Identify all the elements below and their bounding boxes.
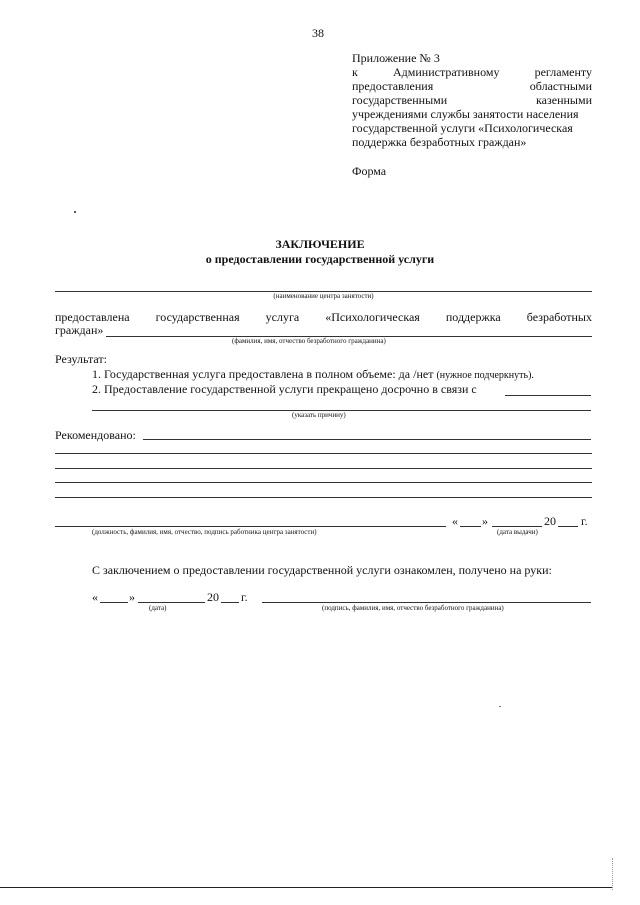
result-item-2: 2. Предоставление государственной услуги прекращено досрочно в связи с	[92, 382, 477, 396]
form-label: Форма	[352, 164, 387, 178]
provided-line-2: граждан»	[55, 323, 104, 337]
appendix-word: казенными	[536, 93, 592, 107]
issue-year-suffix: г.	[581, 514, 588, 528]
acknowledgement-text: С заключением о предоставлении государственной услуги ознакомлен, получено на руки:	[92, 563, 552, 577]
ack-year-line[interactable]	[221, 602, 239, 603]
page-number: 38	[312, 26, 324, 40]
appendix-word: Административному	[392, 65, 500, 79]
issue-year-line[interactable]	[558, 526, 578, 527]
result-label: Результат:	[55, 352, 107, 366]
provided-word: «Психологическая	[325, 310, 420, 324]
early-termination-line[interactable]	[505, 395, 591, 396]
recommended-line-1[interactable]	[143, 439, 591, 440]
issue-day-line[interactable]	[460, 526, 481, 527]
recommended-line-2[interactable]	[55, 453, 592, 454]
appendix-word: областными	[529, 79, 592, 93]
center-name-caption: (наименование центра занятости)	[273, 292, 374, 300]
ack-signature-caption: (подпись, фамилия, имя, отчество безработного гражданина)	[322, 604, 504, 612]
ack-month-line[interactable]	[138, 602, 205, 603]
appendix-line-3	[352, 93, 592, 107]
provided-word: государственная	[155, 310, 240, 324]
employee-signature-line[interactable]	[55, 526, 446, 527]
recommended-line-3[interactable]	[55, 468, 592, 469]
provided-word: предоставлена	[55, 310, 130, 324]
appendix-word: предоставления	[352, 79, 434, 93]
citizen-name-caption: (фамилия, имя, отчество безработного гражданина)	[232, 337, 386, 345]
ack-year-suffix: г.	[241, 590, 248, 604]
issue-date-open-quote: «	[452, 514, 458, 528]
recommended-line-4[interactable]	[55, 482, 592, 483]
document-title: ЗАКЛЮЧЕНИЕ	[275, 237, 365, 251]
issue-month-line[interactable]	[492, 526, 542, 527]
ack-year-prefix: 20	[207, 590, 219, 604]
issue-date-caption: (дата выдачи)	[497, 528, 538, 536]
ack-date-caption: (дата)	[149, 604, 167, 612]
ack-date-open-quote: «	[92, 590, 98, 604]
result-item-1-note: (нужное подчеркнуть).	[436, 370, 534, 381]
ack-signature-line[interactable]	[262, 602, 591, 603]
document-subtitle: о предоставлении государственной услуги	[205, 252, 435, 266]
ack-date-close-quote: »	[129, 590, 135, 604]
result-item-1-text: 1. Государственная услуга предоставлена в полном объеме: да /нет	[92, 367, 434, 381]
ack-day-line[interactable]	[100, 602, 128, 603]
appendix-word: к	[352, 65, 358, 79]
appendix-title: Приложение № 3	[352, 51, 440, 65]
issue-date-close-quote: »	[482, 514, 488, 528]
appendix-block	[352, 51, 592, 149]
provided-word: поддержка	[445, 310, 501, 324]
result-item-1	[92, 367, 534, 383]
scan-dot	[74, 211, 76, 213]
appendix-word: государственными	[352, 93, 448, 107]
recommended-label: Рекомендовано:	[55, 428, 136, 442]
provided-word: услуга	[265, 310, 300, 324]
appendix-line-2	[352, 79, 592, 93]
employee-signature-caption: (должность, фамилия, имя, отчество, подпись работника центра занятости)	[92, 528, 317, 536]
scan-speck	[499, 706, 501, 707]
provided-line-1	[55, 310, 592, 324]
right-scan-edge	[612, 858, 613, 890]
provided-word: безработных	[526, 310, 592, 324]
issue-year-prefix: 20	[544, 514, 556, 528]
recommended-line-5[interactable]	[55, 497, 592, 498]
bottom-scan-edge	[0, 887, 612, 888]
appendix-line-6: поддержка безработных граждан»	[352, 135, 527, 149]
appendix-line-4: учреждениями службы занятости населения	[352, 107, 579, 121]
appendix-word: регламенту	[534, 65, 592, 79]
appendix-line-5: государственной услуги «Психологическая	[352, 121, 573, 135]
reason-caption: (указать причину)	[292, 411, 346, 419]
appendix-line-1	[352, 65, 592, 79]
